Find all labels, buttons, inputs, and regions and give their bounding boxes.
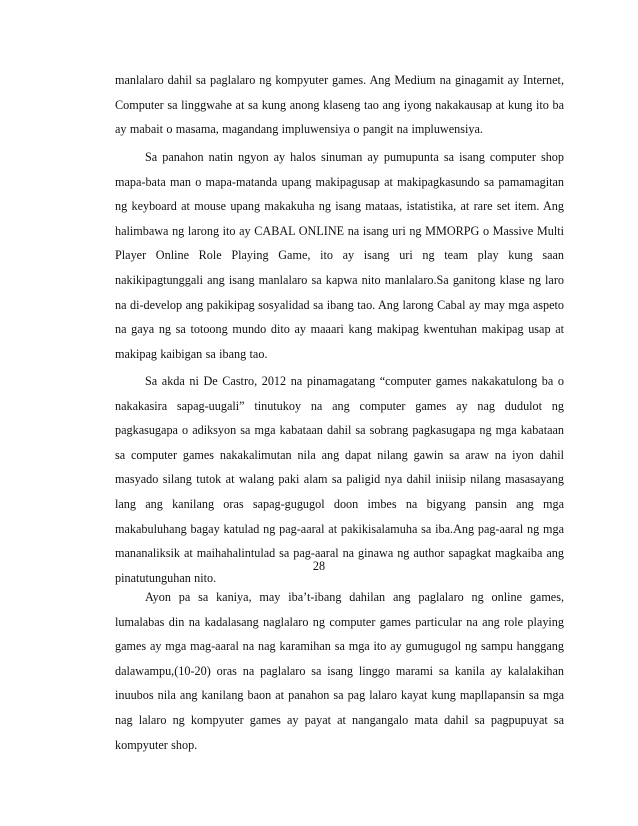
paragraph-ayon-pa: Ayon pa sa kaniya, may iba’t-ibang dahilan ang paglalaro ng online games, lumalabas din na kadalasang naglalaro ng computer games particular na ang role playing games ay mga mag-aaral na nag karamihan sa mga ito ay gumugugol ng sampu hanggang dalawampu,(10-20) oras na paglalaro sa isang linggo marami sa kanila ay kalalakihan inuubos nila ang kanilang baon at panahon sa pag lalaro kayat kung mapllapansin sa mga nag lalaro ng kompyuter games ay payat at nangangalo mata dahil sa pagpupuyat sa kompyuter shop. <box>115 590 564 752</box>
paragraph-computer-shop: Sa panahon natin ngyon ay halos sinuman ay pumupunta sa isang computer shop mapa-bata man o mapa-matanda upang makipagusap at makipagkasundo sa pamamagitan ng keyboard at mouse upang makakuha ng isang mataas, istatistika, at rare set item. Ang halimbawa ng larong ito ay CABAL ONLINE na isang uri ng MMORPG o Massive Multi Player Online Role Playing Game, ito ay isang uri ng team play kung saan nakikipagtunggali ang isang manlalaro sa kapwa nito manlalaro.Sa ganitong klase ng laro na di-develop ang pakikipag sosyalidad sa ibang tao. Ang larong Cabal ay may mga aspeto na gaya ng sa totoong mundo dito ay maaari kang makipag kwentuhan makipag usap at makipag kaibigan sa ibang tao. <box>115 150 564 361</box>
page-number: 28 <box>312 559 326 573</box>
paragraph-de-castro: Sa akda ni De Castro, 2012 na pinamagatang “computer games nakakatulong ba o nakakasira sapag-uugali” tinutukoy na ang computer games ay nag dudulot ng pagkasugapa o adiksyon sa mga kabataan dahil sa sobrang pagkasugapa ng mga kabataan sa computer games nakakalimutan nila ang dapat nilang gawin sa araw na iyon dahil masyado silang tutok at walang paki alam sa paligid nya dahil iniisip nilang masasayang lang ang kanilang oras sapag-gugugol doon imbes na bigyang pansin ang mga makabuluhang bagay katulad ng pag-aaral at pakikisalamuha sa iba.Ang pag-aaral ng mga mananaliksik at maihahalintulad sa pag-aaral na ginawa ng author sapagkat magkaiba ang pinatutunguhan nito. <box>115 374 564 585</box>
paragraph-continued: manlalaro dahil sa paglalaro ng kompyuter games. Ang Medium na ginagamit ay Internet, Computer sa linggwahe at sa kung anong klaseng tao ang iyong nakakausap at kung ito ba ay mabait o masama, magandang impluwensiya o pangit na impluwensiya. <box>115 73 564 137</box>
